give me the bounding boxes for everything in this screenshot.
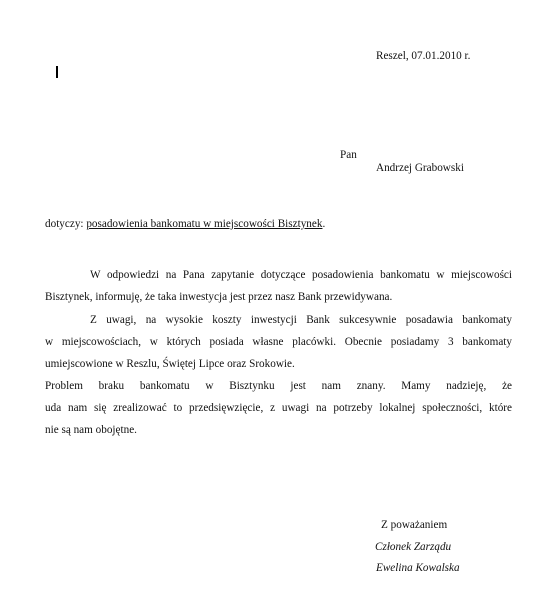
body-line: w miejscowościach, w których posiada własne placówki. Obecnie posiadamy 3 bankomaty <box>45 336 512 348</box>
text-cursor <box>56 66 58 78</box>
place-date: Reszel, 07.01.2010 r. <box>376 50 471 62</box>
recipient-salutation: Pan <box>340 149 357 161</box>
signer-name: Ewelina Kowalska <box>376 562 460 574</box>
body-line: umiejscowione w Reszlu, Świętej Lipce oraz Srokowie. <box>45 358 295 370</box>
signer-role: Członek Zarządu <box>375 541 452 553</box>
subject-text: posadowienia bankomatu w miejscowości Bisztynek <box>86 218 323 230</box>
body-line: uda nam się zrealizować to przedsięwzięcie, z uwagi na potrzeby lokalnej społeczności, które <box>45 402 512 414</box>
body-line: Z uwagi, na wysokie koszty inwestycji Bank sukcesywnie posadawia bankomaty <box>90 314 512 326</box>
subject-line <box>45 218 325 230</box>
closing-phrase: Z poważaniem <box>381 519 448 531</box>
subject-label: dotyczy: <box>45 218 87 230</box>
body-line: Problem braku bankomatu w Bisztynku jest nam znany. Mamy nadzieję, że <box>45 380 512 392</box>
body-line: Bisztynek, informuję, że taka inwestycja jest przez nasz Bank przewidywana. <box>45 291 393 303</box>
body-line: W odpowiedzi na Pana zapytanie dotyczące posadowienia bankomatu w miejscowości <box>90 269 512 281</box>
subject-end: . <box>322 218 326 230</box>
body-line: nie są nam obojętne. <box>45 424 137 436</box>
recipient-name: Andrzej Grabowski <box>376 162 464 174</box>
